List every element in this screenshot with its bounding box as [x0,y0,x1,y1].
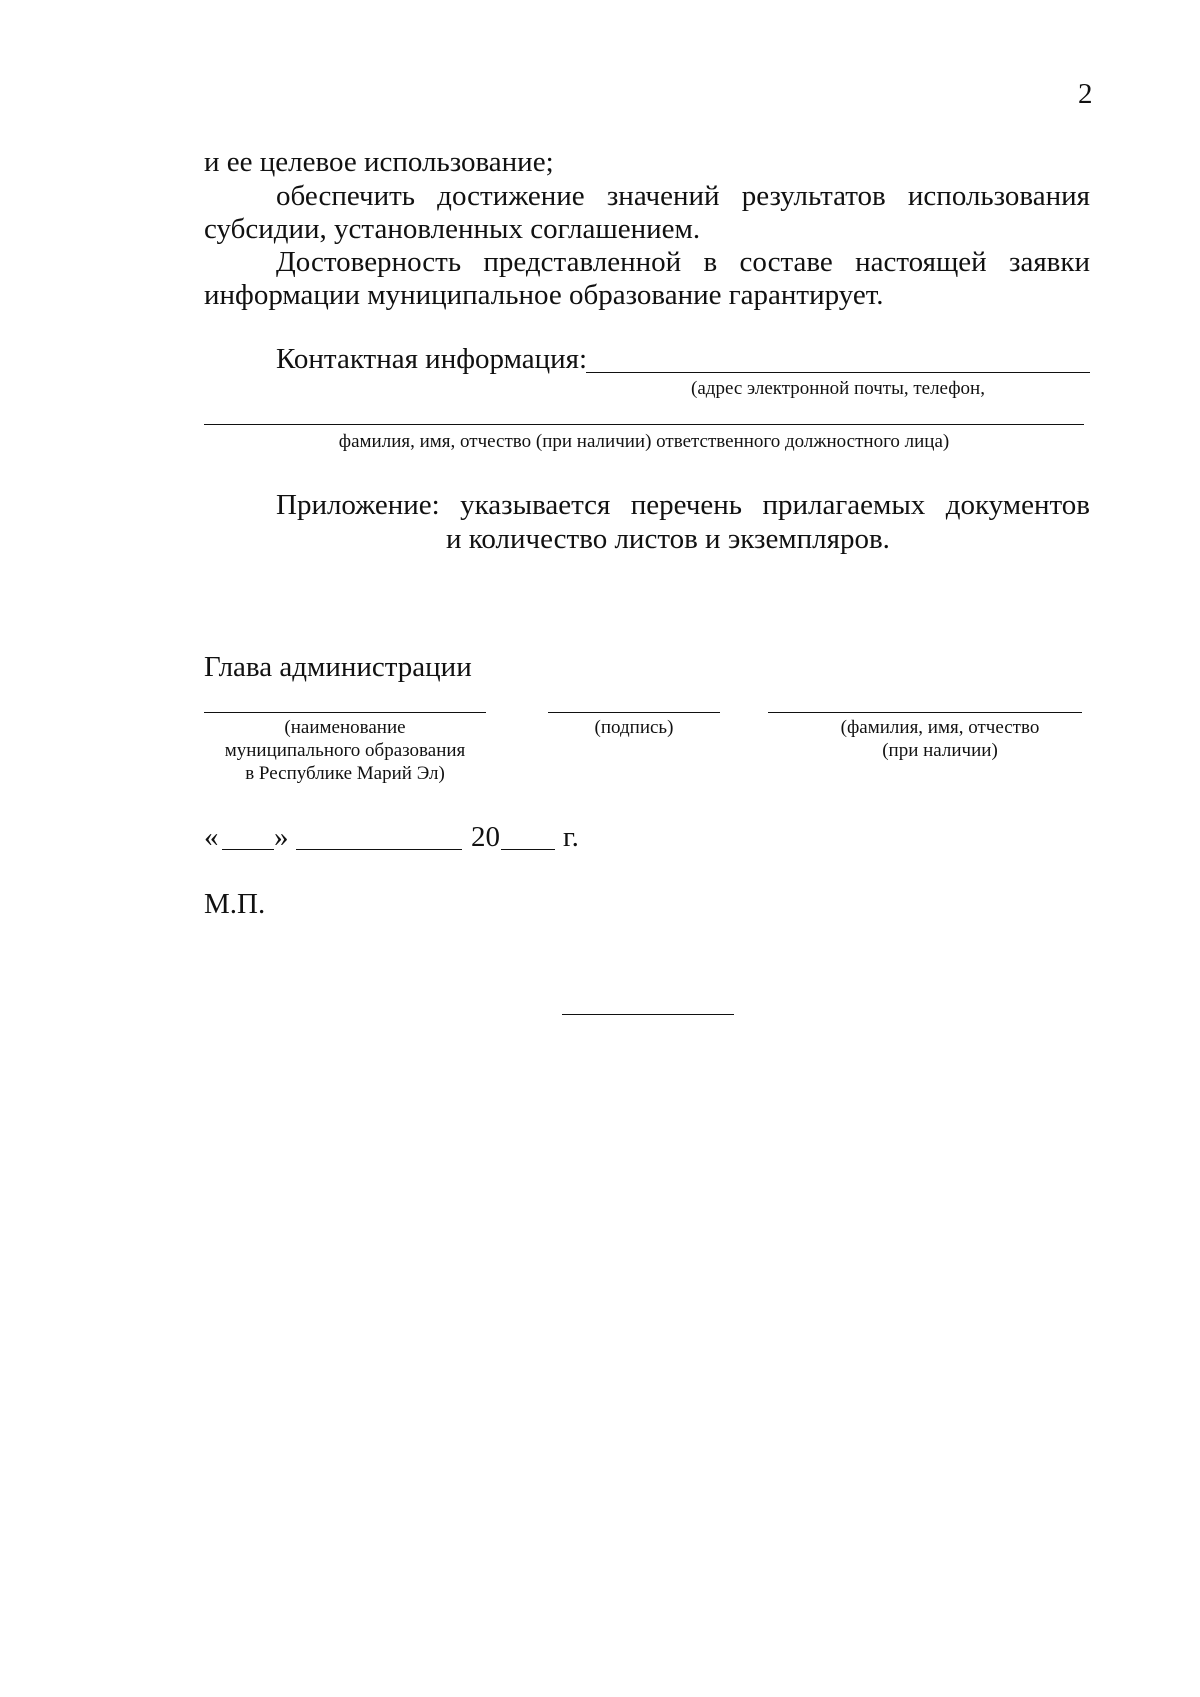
signature-line [548,712,720,713]
date-month-line [296,849,462,850]
signature-caption [548,716,720,739]
caption-line: (подпись) [594,717,674,738]
signature-caption [800,716,1080,762]
date-open-quote: « [204,821,219,853]
caption-line: (наименование [284,717,406,738]
date-year-line [501,849,555,850]
caption-line: муниципального образования [224,740,466,761]
paragraph-line: обеспечить достижение значений результатов использования [276,180,1090,212]
stamp-place: М.П. [204,888,266,920]
appendix-line: и количество листов и экземпляров. [446,523,890,555]
page-number: 2 [1078,78,1093,110]
contact-field-line [586,372,1090,373]
municipality-name-line [204,712,486,713]
contact-field-line-2 [204,424,1084,425]
contact-hint: (адрес электронной почты, телефон, [691,378,985,399]
date-day-line [222,849,274,850]
paragraph-line: субсидии, установленных соглашением. [204,213,701,245]
full-name-line [768,712,1082,713]
contact-label: Контактная информация: [276,343,588,375]
appendix-line: Приложение: указывается перечень прилагаемых документов [276,489,1090,521]
date-year-prefix: 20 [471,821,500,853]
contact-hint: фамилия, имя, отчество (при наличии) ответственного должностного лица) [338,431,950,452]
end-divider [562,1014,734,1015]
date-close-quote: » [274,821,289,853]
paragraph-line: Достоверность представленной в составе настоящей заявки [276,246,1090,278]
caption-line: в Республике Марий Эл) [245,763,445,784]
caption-line: (при наличии) [882,740,998,761]
caption-line: (фамилия, имя, отчество [840,717,1040,738]
signature-title: Глава администрации [204,651,472,683]
paragraph-line: и ее целевое использование; [204,146,554,178]
signature-caption [200,716,490,785]
date-year-suffix: г. [563,821,579,853]
paragraph-line: информации муниципальное образование гарантирует. [204,279,884,311]
